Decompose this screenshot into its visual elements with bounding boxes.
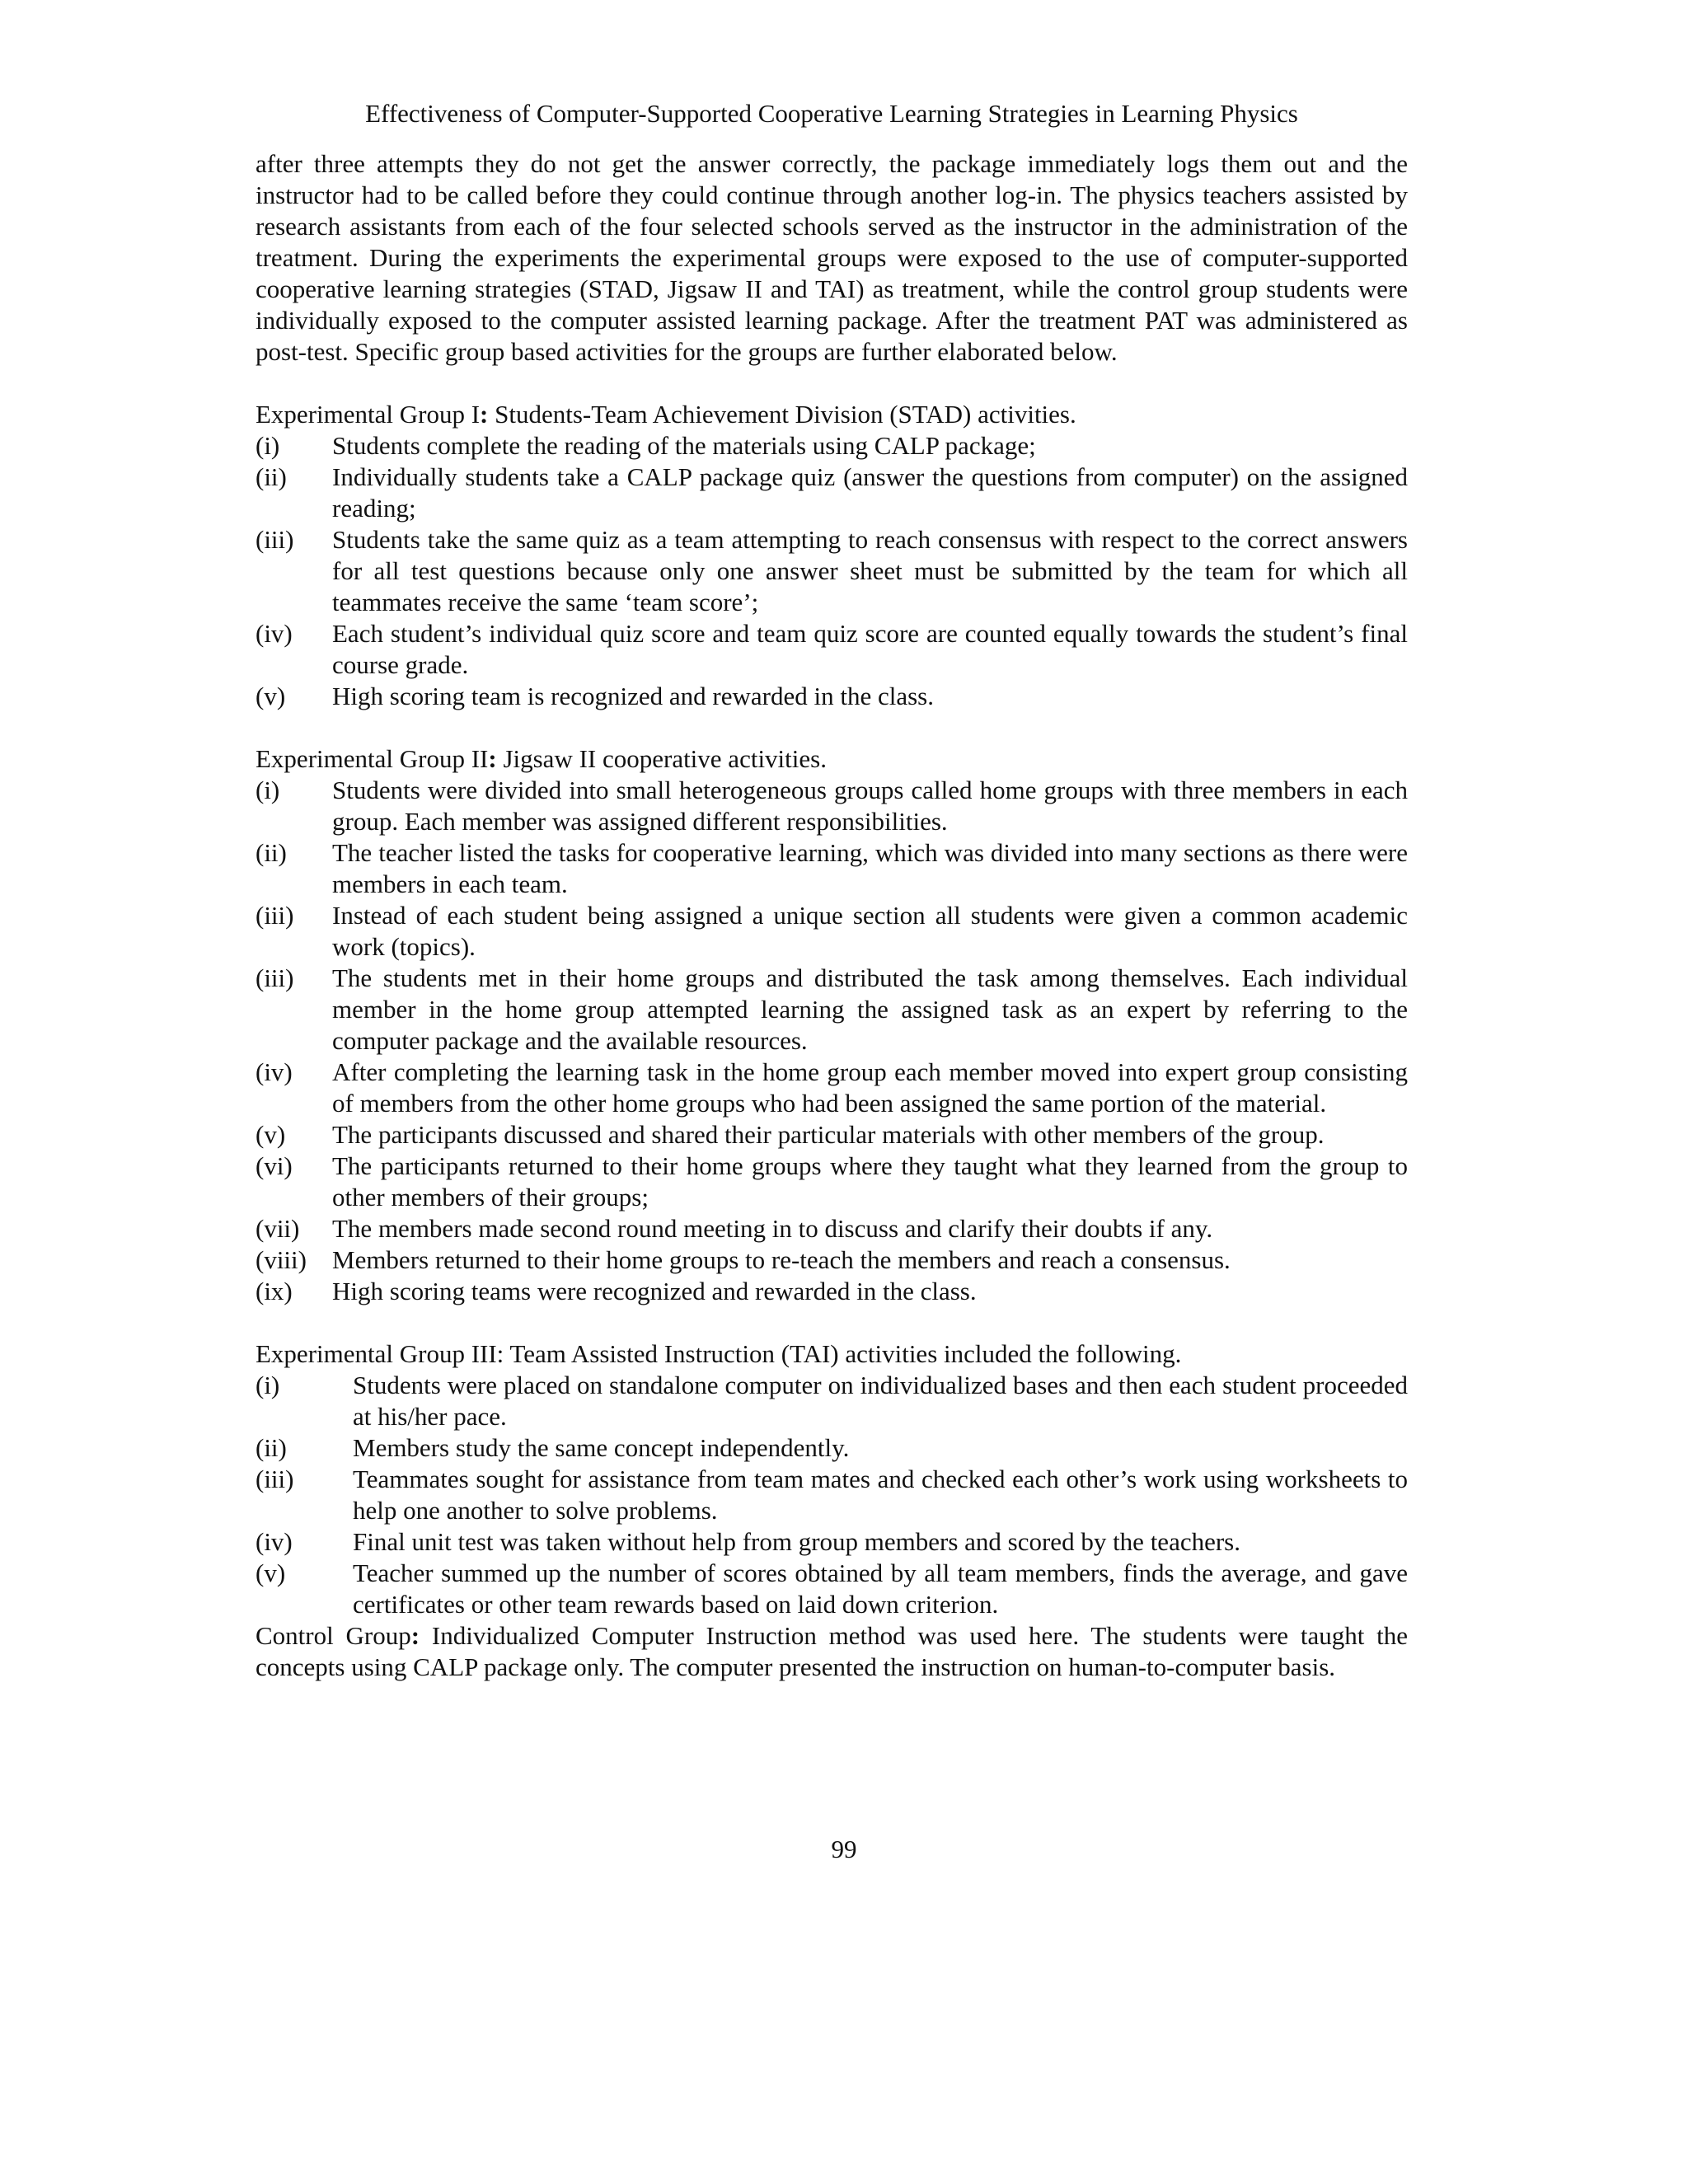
- item-text: Students were divided into small heterogeneous groups called home groups with three members in each group. Each member was assigned different responsibilities.: [332, 776, 1408, 836]
- list-item: [256, 1526, 1408, 1558]
- group-3-heading: Experimental Group III: Team Assisted Instruction (TAI) activities included the following.: [256, 1339, 1182, 1368]
- item-text: After completing the learning task in the home group each member moved into expert group consisting of members from the other home groups who had been assigned the same portion of the material.: [332, 1057, 1408, 1118]
- item-text: High scoring teams were recognized and rewarded in the class.: [332, 1277, 977, 1305]
- intro-paragraph: after three attempts they do not get the answer correctly, the package immediately logs them out and the instructor had to be called before they could continue through another log-in. The physics teachers assisted by research assistants from each of the four selected schools served as the instructor in the administration of the treatment. During the experiments the experimental groups were exposed to the use of computer-supported cooperative learning strategies (STAD, Jigsaw II and TAI) as treatment, while the control group students were individually exposed to the computer assisted learning package. After the treatment PAT was administered as post-test. Specific group based activities for the groups are further elaborated below.: [256, 149, 1408, 366]
- list-item: [256, 837, 1408, 900]
- list-item: [256, 963, 1408, 1057]
- item-number: (iii): [256, 963, 294, 992]
- item-number: (v): [256, 1120, 286, 1149]
- control-group-paragraph: [256, 1620, 1408, 1683]
- list-item: [256, 1119, 1408, 1151]
- experimental-group-2: [256, 743, 1408, 1307]
- item-text: The teacher listed the tasks for cooperative learning, which was divided into many sections as there were members in each team.: [332, 838, 1408, 898]
- item-number: (vii): [256, 1214, 300, 1243]
- item-text: Individually students take a CALP package quiz (answer the questions from computer) on the assigned reading;: [332, 462, 1408, 523]
- list-item: [256, 775, 1408, 837]
- item-number: (iii): [256, 1465, 294, 1493]
- list-item: [256, 1213, 1408, 1244]
- item-text: Students were placed on standalone computer on individualized bases and then each student proceeded at his/her pace.: [353, 1371, 1408, 1431]
- list-item: [256, 1276, 1408, 1307]
- group-1-heading: [256, 399, 1408, 430]
- list-item: [256, 618, 1408, 681]
- group-2-title: Jigsaw II cooperative activities.: [496, 744, 827, 773]
- list-item: [256, 1151, 1408, 1213]
- item-text: Teammates sought for assistance from team mates and checked each other’s work using worksheets to help one another to solve problems.: [353, 1465, 1408, 1525]
- item-number: (vi): [256, 1151, 293, 1180]
- item-text: The students met in their home groups and distributed the task among themselves. Each individual member in the home group attempted learning the assigned task as an expert by referring to the computer package and the available resources.: [332, 963, 1408, 1055]
- item-text: Instead of each student being assigned a unique section all students were given a common academic work (topics).: [332, 901, 1408, 961]
- running-header: Effectiveness of Computer-Supported Cooperative Learning Strategies in Learning Physics: [365, 99, 1298, 128]
- item-text: High scoring team is recognized and rewarded in the class.: [332, 682, 934, 710]
- item-number: (v): [256, 682, 286, 710]
- list-item: [256, 1244, 1408, 1276]
- page-body: [256, 97, 1408, 1683]
- list-item: [256, 681, 1408, 712]
- item-text: The participants returned to their home groups where they taught what they learned from the group to other members of their groups;: [332, 1151, 1408, 1212]
- item-number: (ix): [256, 1277, 293, 1305]
- group-2-heading: [256, 743, 1408, 775]
- item-number: (ii): [256, 838, 287, 867]
- item-text: Members study the same concept independently.: [353, 1433, 850, 1462]
- item-number: (i): [256, 776, 280, 804]
- item-text: The participants discussed and shared their particular materials with other members of the group.: [332, 1120, 1325, 1149]
- control-group-colon: :: [410, 1621, 420, 1650]
- item-number: (ii): [256, 462, 287, 491]
- item-number: (iv): [256, 1527, 293, 1556]
- group-3-list: [256, 1370, 1408, 1620]
- experimental-group-1: [256, 399, 1408, 712]
- item-number: (iv): [256, 619, 293, 648]
- item-number: (v): [256, 1558, 286, 1587]
- list-item: [256, 1558, 1408, 1620]
- group-2-colon: :: [488, 744, 497, 773]
- item-number: (i): [256, 1371, 280, 1399]
- list-item: [256, 900, 1408, 963]
- group-1-label: Experimental Group I: [256, 400, 481, 429]
- group-2-label: Experimental Group II: [256, 744, 489, 773]
- group-1-list: [256, 430, 1408, 712]
- list-item: [256, 1370, 1408, 1432]
- item-number: (iii): [256, 901, 294, 930]
- item-text: Students take the same quiz as a team attempting to reach consensus with respect to the correct answers for all test questions because only one answer sheet must be submitted by the team for which all teammates receive the same ‘team score’;: [332, 525, 1408, 616]
- item-number: (viii): [256, 1245, 307, 1274]
- list-item: [256, 430, 1408, 462]
- list-item: [256, 524, 1408, 618]
- item-number: (ii): [256, 1433, 287, 1462]
- control-group-text: Individualized Computer Instruction method was used here. The students were taught the concepts using CALP package only. The computer presented the instruction on human-to-computer basis.: [256, 1621, 1409, 1681]
- group-2-list: [256, 775, 1408, 1307]
- control-group-label: Control Group: [256, 1621, 411, 1650]
- item-number: (iii): [256, 525, 294, 554]
- page-number: 99: [831, 1835, 857, 1863]
- list-item: [256, 1057, 1408, 1119]
- experimental-group-3: [256, 1338, 1408, 1620]
- list-item: [256, 1464, 1408, 1526]
- group-1-title: Students-Team Achievement Division (STAD) activities.: [488, 400, 1076, 429]
- item-number: (iv): [256, 1057, 293, 1086]
- item-text: Teacher summed up the number of scores obtained by all team members, finds the average, and gave certificates or other team rewards based on laid down criterion.: [353, 1558, 1408, 1619]
- item-text: Members returned to their home groups to re-teach the members and reach a consensus.: [332, 1245, 1231, 1274]
- item-text: Each student’s individual quiz score and team quiz score are counted equally towards the student’s final course grade.: [332, 619, 1408, 679]
- item-number: (i): [256, 431, 280, 460]
- group-1-colon: :: [480, 400, 489, 429]
- item-text: Final unit test was taken without help from group members and scored by the teachers.: [353, 1527, 1240, 1556]
- item-text: Students complete the reading of the materials using CALP package;: [332, 431, 1036, 460]
- list-item: [256, 462, 1408, 524]
- list-item: [256, 1432, 1408, 1464]
- item-text: The members made second round meeting in to discuss and clarify their doubts if any.: [332, 1214, 1213, 1243]
